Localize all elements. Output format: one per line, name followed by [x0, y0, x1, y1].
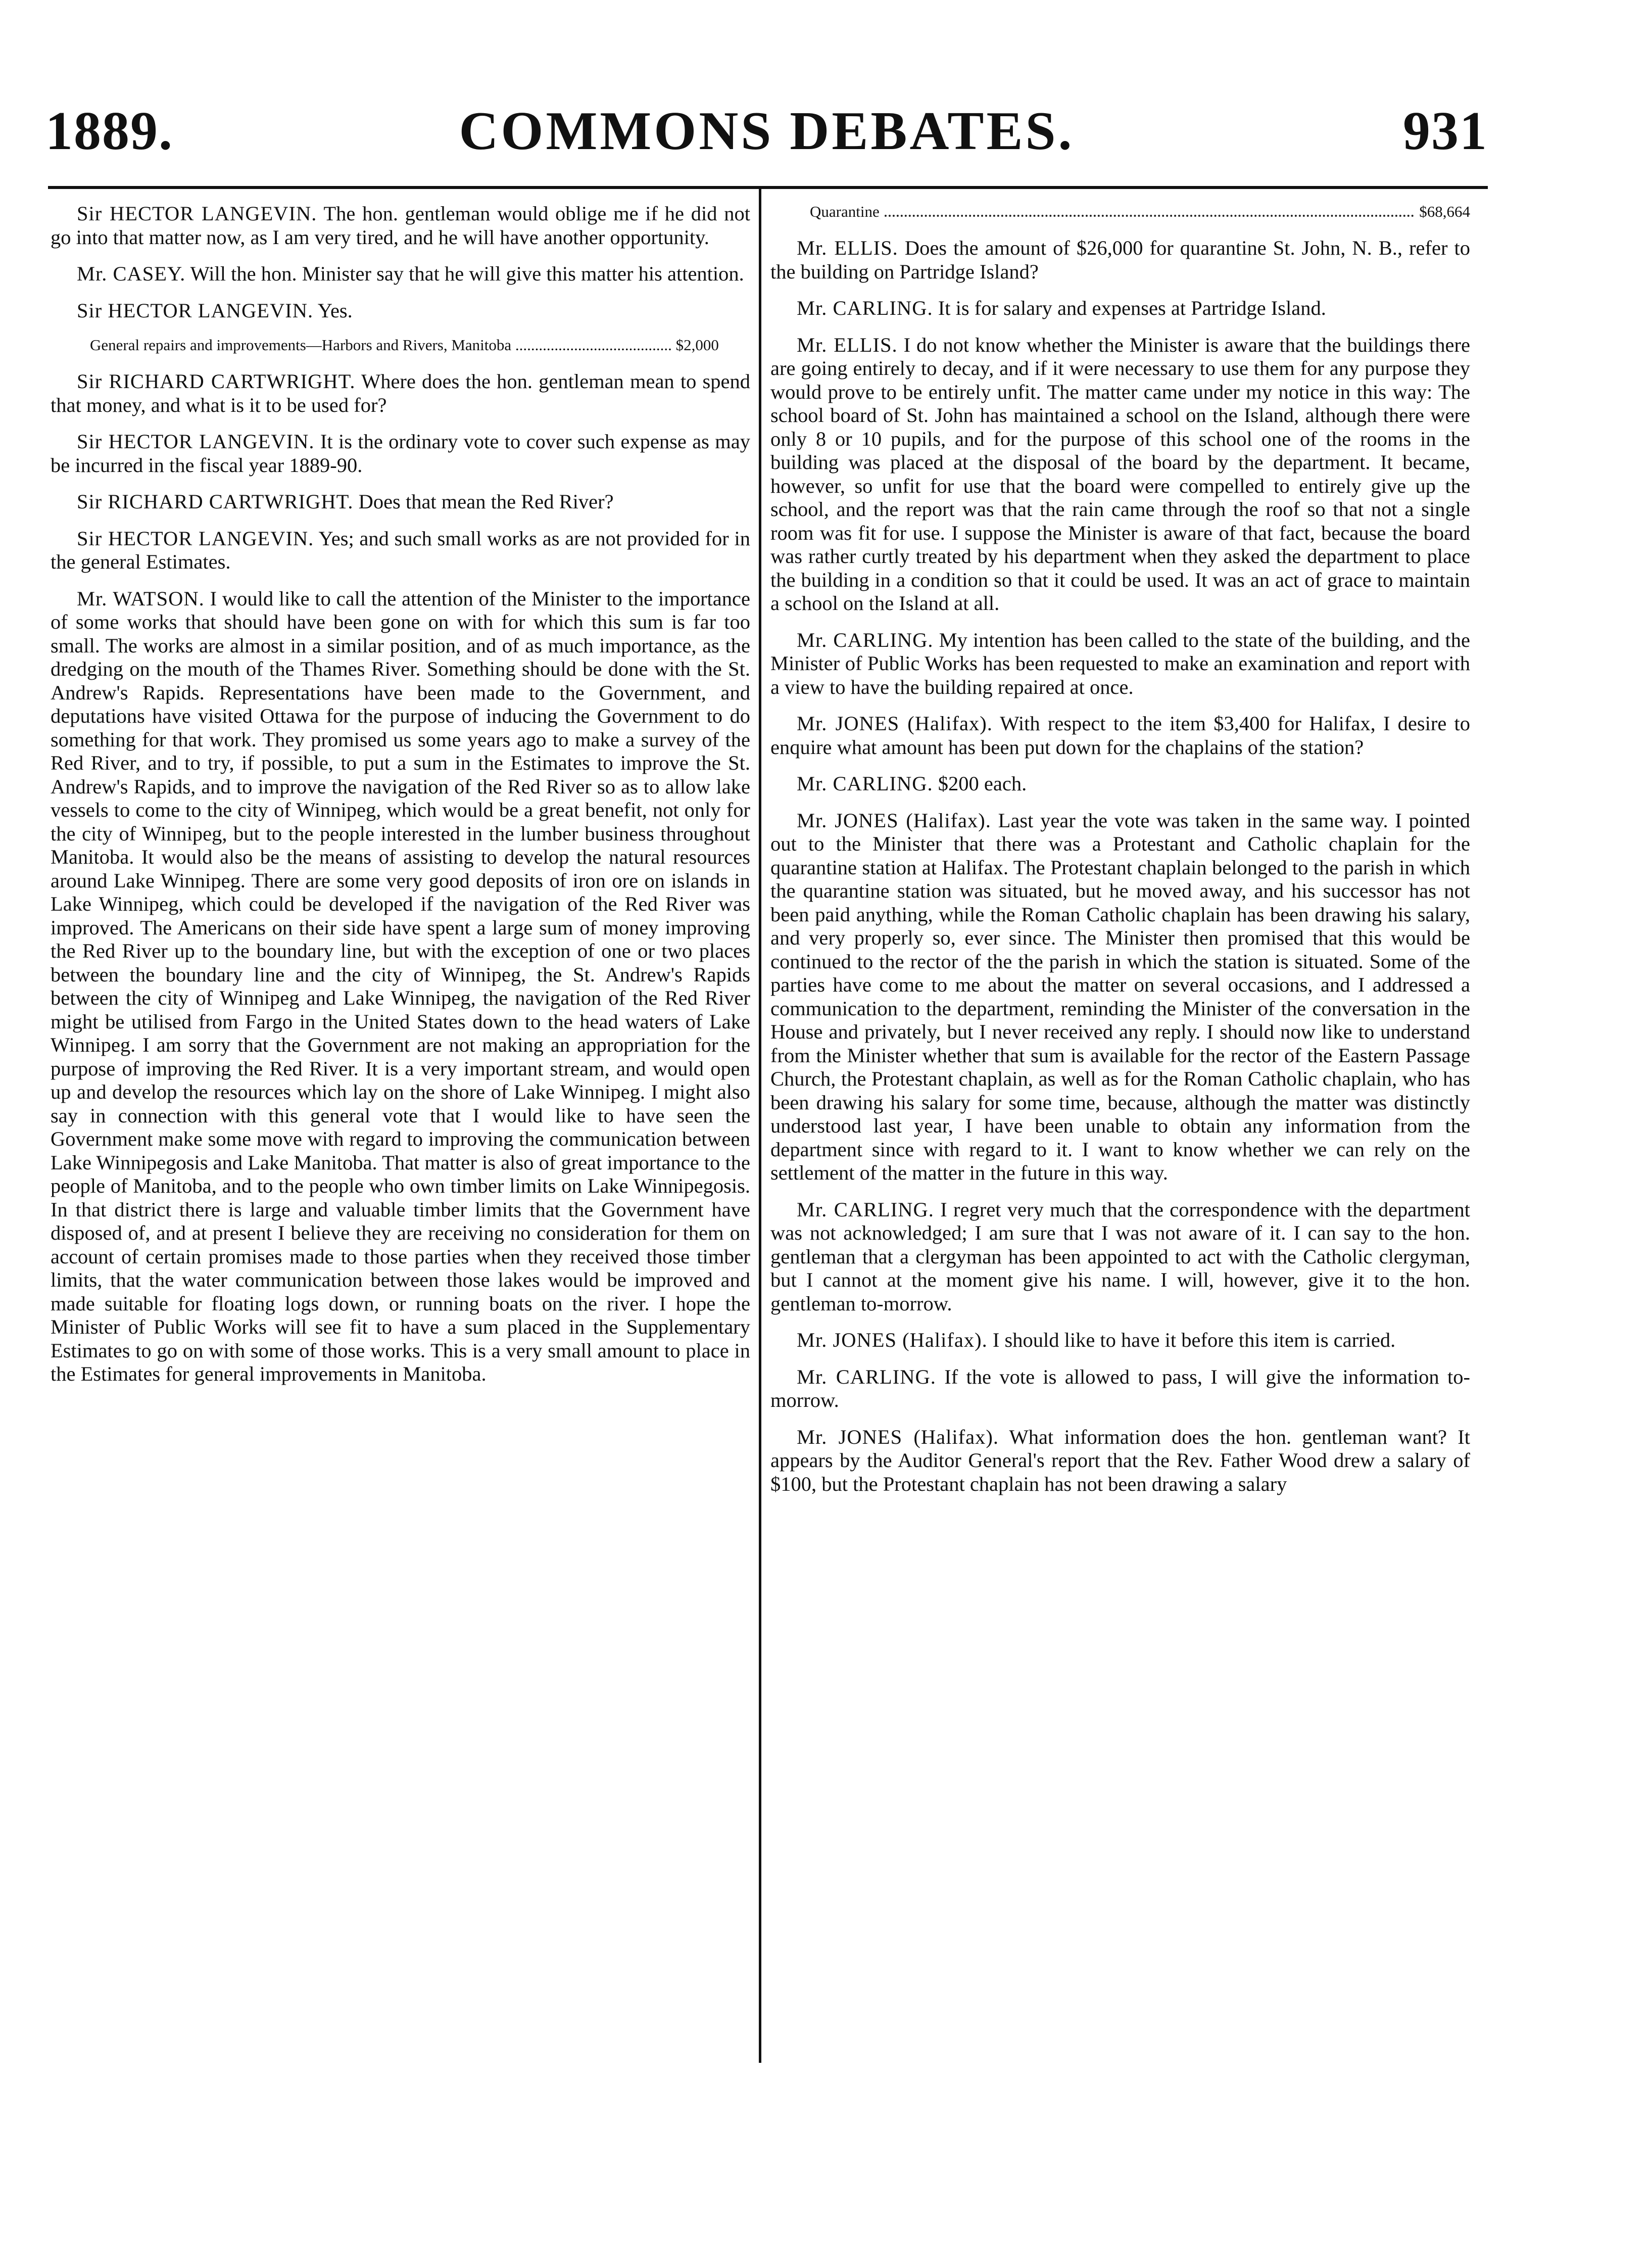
estimate-item: [770, 202, 1470, 221]
header-page-number: 931: [1403, 101, 1488, 161]
speaker-name: Sir HECTOR LANGEVIN.: [77, 430, 315, 453]
speech-text: Last year the vote was taken in the same way. I pointed out to the Minister that there was a Protestant and Catholic chaplain for the quarantine station at Halifax. The Protestant chaplain belonged to the parish in which the quarantine station was situated, but he moved away, and his successor has not been paid anything, while the Roman Catholic chaplain has been drawing his salary, and very properly so, ever since. The Minister then promised that this would be continued to the rector of the the parish in which the station is situated. Some of the parties have come to me about the matter on several occasions, and I addressed a communication to the department, reminding the Minister of the conversation in the House and privately, but I never received any reply. I should now like to understand from the Minister whether that sum is available for the rector of the Eastern Passage Church, the Protestant chaplain, as well as for the Roman Catholic chaplain, who has been drawing his salary for some time, because, although the matter was distinctly understood last year, I have been unable to obtain any information from the department since with regard to it. I want to know whether we can rely on the settlement of the matter in the future in this way.: [770, 809, 1470, 1184]
speaker-name: Sir RICHARD CARTWRIGHT.: [77, 370, 356, 393]
paragraph: [51, 587, 750, 1386]
speech-text: I do not know whether the Minister is aware that the buildings there are going entirely to decay, and if it were necessary to use them for any purpose they would prove to be entirely unfit. The matter came under my notice in this way: The school board of St. John has maintained a school on the Island, although there were only 8 or 10 pupils, and for the purpose of this school one of the rooms in the building was placed at the disposal of the board by the department. It became, however, so unfit for use that the board were compelled to entirely give up the school, and the report was that the rain came through the roof so that not a single room was fit for use. I suppose the Minister is aware of that fact, because the board was rather curtly treated by his department when they asked the department to place the building in a condition so that it could be used. It was an act of grace to maintain a school on the Island at all.: [770, 333, 1470, 615]
speaker-name: Mr. JONES (Halifax).: [797, 712, 993, 735]
paragraph: [770, 334, 1470, 616]
speaker-name: Mr. ELLIS.: [797, 333, 898, 356]
speaker-name: Mr. CASEY.: [77, 262, 186, 285]
paragraph: [770, 1426, 1470, 1496]
header-year: 1889.: [45, 101, 173, 161]
paragraph: [770, 237, 1470, 284]
speech-text: The hon. gentleman would oblige me if he did not go into that matter now, as I am very tired, and he will have another opportunity.: [51, 202, 750, 249]
speech-text: I would like to call the attention of the Minister to the importance of some works that should have been gone on with for which this sum is far too small. The works are almost in a similar position, and of as much importance, as the dredging on the mouth of the Thames River. Something should be done with the St. Andrew's Rapids. Representations have been made to the Government, and deputations have visited Ottawa for the purpose of inducing the Government to do something for that work. They promised us some years ago to make a survey of the Red River, and to try, if possible, to put a sum in the Estimates to improve the St. Andrew's Rapids, and to improve the navigation of the Red River so as to allow lake vessels to come to the city of Winnipeg, which would be a great benefit, not only for the city of Winnipeg, but to the people interested in the lumber business throughout Manitoba. It would also be the means of assisting to develop the natural resources around Lake Winnipeg. There are some very good deposits of iron ore on islands in Lake Winnipeg, which could be developed if the navigation of the Red River was improved. The Americans on their side have spent a large sum of money improving the Red River up to the boundary line, but with the exception of one or two places between the boundary line and the city of Winnipeg, the St. Andrew's Rapids between the city of Winnipeg and Lake Winnipeg, the navigation of the Red River might be utilised from Fargo in the United States down to the head waters of Lake Winnipeg. I am sorry that the Government are not making an appropriation for the purpose of improving the Red River. It is a very important stream, and would open up and develop the resources which lay on the shore of Lake Winnipeg. I might also say in connection with this general vote that I would like to have seen the Government make some move with regard to improving the communication between Lake Winnipegosis and Lake Manitoba. That matter is also of great importance to the people of Manitoba, and to the people who own timber limits on Lake Winnipegosis. In that district there is large and valuable timber limits that the Government have disposed of, and at present I believe they are receiving no consideration for them on account of certain promises made to those parties when they received those timber limits, that the water communication between those lakes would be improved and made suitable for floating logs down, or running boats on the river. I hope the Minister of Public Works will see fit to have a sum placed in the Supplementary Estimates to go on with some of those works. This is a very small amount to place in the Estimates for general improvements in Manitoba.: [51, 587, 750, 1385]
paragraph: [51, 299, 750, 323]
speech-text: Where does the hon. gentleman mean to spend that money, and what is it to be used for?: [51, 370, 750, 416]
speaker-name: Mr. CARLING.: [797, 1365, 936, 1388]
speaker-name: Sir HECTOR LANGEVIN.: [77, 299, 314, 322]
paragraph: [51, 202, 750, 249]
paragraph: [770, 629, 1470, 699]
leader-dots: [885, 215, 1415, 217]
paragraph: [770, 809, 1470, 1185]
header-rule: [48, 186, 1488, 189]
estimate-item-label: General repairs and improvements—Harbors and Rivers, Manitoba: [90, 336, 512, 354]
right-column: [770, 202, 1470, 1509]
left-column: [51, 202, 750, 1399]
speaker-name: Sir HECTOR LANGEVIN.: [77, 202, 317, 225]
speaker-name: Mr. CARLING.: [797, 628, 934, 651]
estimate-item-amount: $2,000: [675, 336, 719, 354]
speaker-name: Mr. JONES (Halifax).: [797, 809, 991, 832]
speaker-name: Sir RICHARD CARTWRIGHT.: [77, 490, 354, 513]
estimate-item-label: Quarantine: [810, 203, 880, 220]
speaker-name: Mr. CARLING.: [797, 297, 933, 319]
speaker-name: Mr. JONES (Halifax).: [797, 1329, 988, 1351]
paragraph: [51, 527, 750, 574]
speaker-name: Sir HECTOR LANGEVIN.: [77, 527, 314, 550]
speech-text: If the vote is allowed to pass, I will give the information to-morrow.: [770, 1365, 1470, 1411]
speech-text: It is the ordinary vote to cover such expense as may be incurred in the fiscal year 1889-90.: [51, 430, 750, 477]
speech-text: Yes; and such small works as are not provided for in the general Estimates.: [51, 527, 750, 573]
speech-text: I should like to have it before this item is carried.: [992, 1329, 1396, 1351]
estimate-item-amount: $68,664: [1419, 203, 1470, 220]
speaker-name: Mr. CARLING.: [797, 772, 933, 795]
paragraph: [51, 490, 750, 514]
speech-text: Does that mean the Red River?: [358, 490, 614, 513]
speech-text: Yes.: [317, 299, 353, 322]
column-divider: [759, 188, 761, 2063]
speaker-name: Mr. CARLING.: [797, 1198, 934, 1221]
header-title: COMMONS DEBATES.: [459, 101, 1075, 161]
paragraph: [51, 370, 750, 417]
paragraph: [51, 430, 750, 477]
estimate-item: General repairs and improvements—Harbors and Rivers, Manitoba ........................................ $2,000: [90, 336, 719, 354]
paragraph: [770, 772, 1470, 796]
speech-text: I regret very much that the correspondence with the department was not acknowledged; I am sure that I was not aware of it. I can say to the hon. gentleman that a clergyman has been appointed to act with the Catholic clergyman, but I cannot at the moment give his name. I will, however, give it to the hon. gentleman to-morrow.: [770, 1198, 1471, 1315]
speech-text: What information does the hon. gentleman want? It appears by the Auditor General's report that the Rev. Father Wood drew a salary of $100, but the Protestant chaplain has not been drawing a salary: [770, 1425, 1470, 1495]
speaker-name: Mr. JONES (Halifax).: [797, 1425, 999, 1448]
paragraph: [51, 262, 750, 286]
speech-text: With respect to the item $3,400 for Halifax, I desire to enquire what amount has been put down for the chaplains of the station?: [770, 712, 1471, 759]
speech-text: Does the amount of $26,000 for quarantine St. John, N. B., refer to the building on Partridge Island?: [770, 237, 1471, 283]
speaker-name: Mr. WATSON.: [77, 587, 205, 610]
speech-text: My intention has been called to the state of the building, and the Minister of Public Works has been requested to make an examination and report with a view to have the building repaired at once.: [770, 628, 1470, 698]
speech-text: $200 each.: [938, 772, 1027, 795]
speaker-name: Mr. ELLIS.: [797, 237, 898, 259]
paragraph: [770, 1329, 1470, 1352]
paragraph: [770, 297, 1470, 320]
speech-text: Will the hon. Minister say that he will give this matter his attention.: [190, 262, 744, 285]
paragraph: [770, 1365, 1470, 1412]
page-header: [45, 96, 1488, 187]
paragraph: [770, 712, 1470, 759]
speech-text: It is for salary and expenses at Partridge Island.: [938, 297, 1326, 319]
paragraph: [770, 1198, 1470, 1316]
